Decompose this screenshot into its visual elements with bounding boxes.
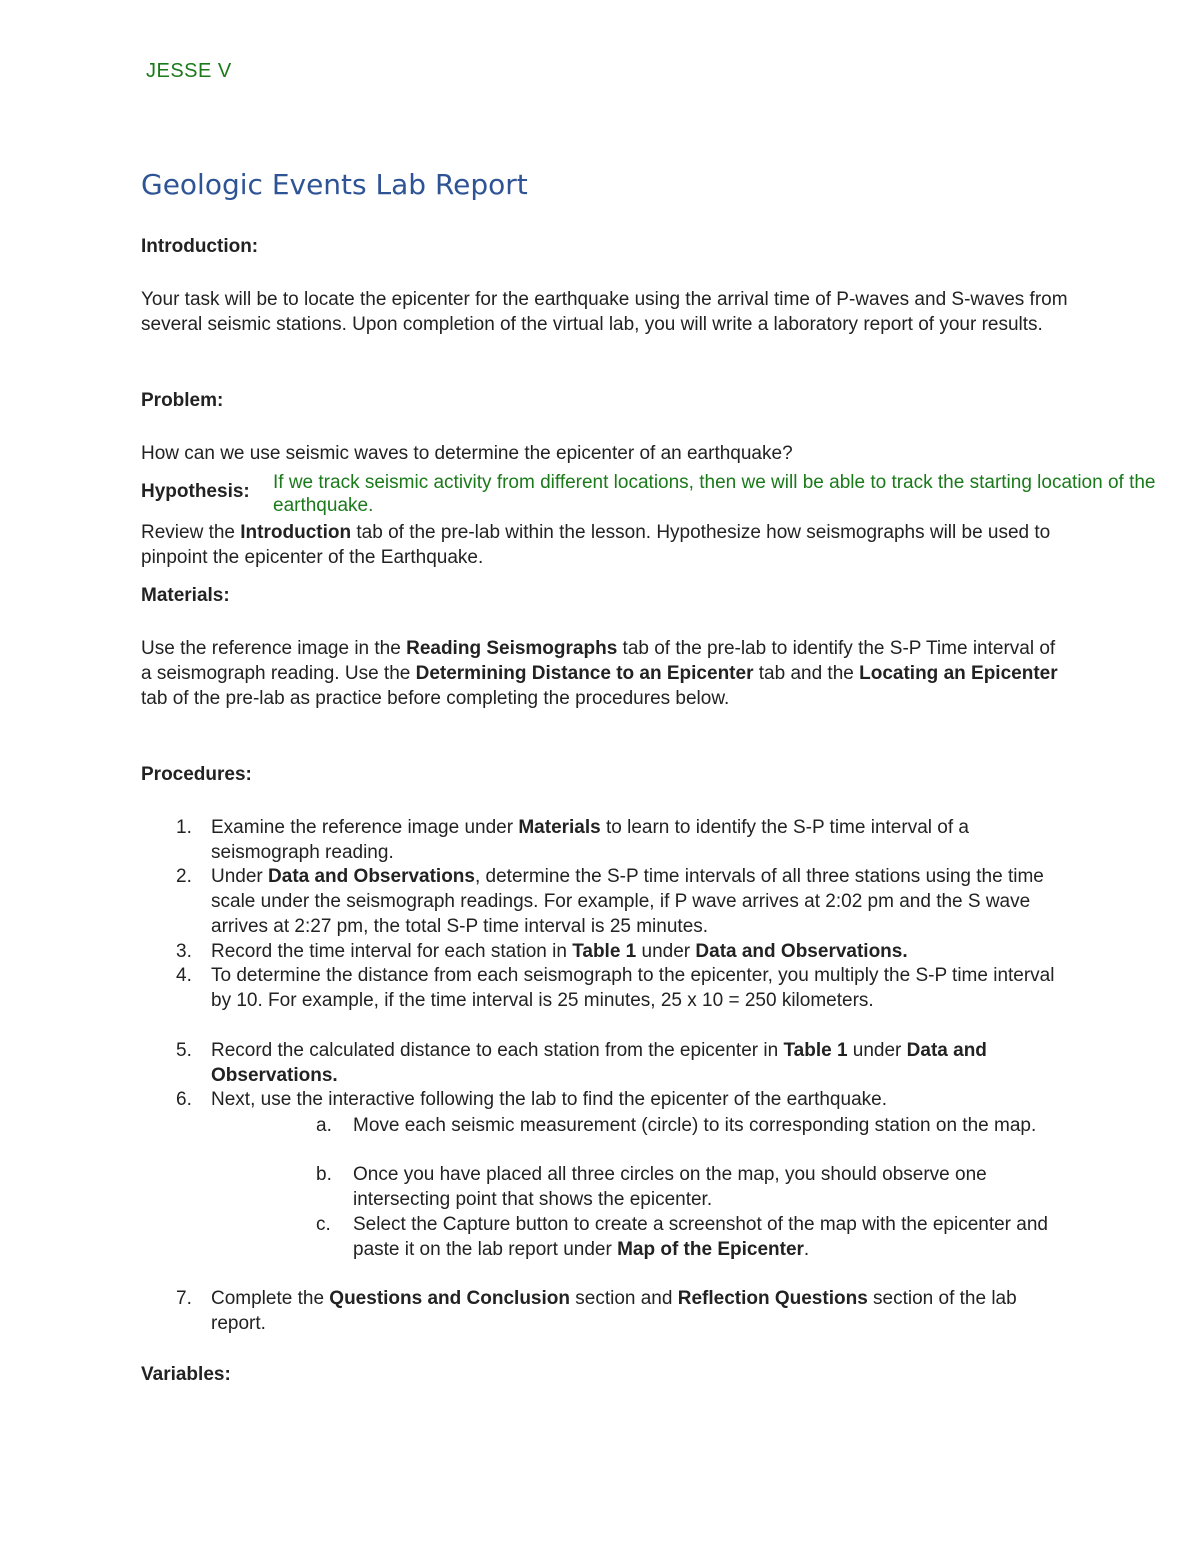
problem-heading: Problem: — [141, 390, 224, 411]
procedures-heading: Procedures: — [141, 764, 252, 785]
locating-epicenter-ref: Locating an Epicenter — [859, 663, 1058, 684]
introduction-heading: Introduction: — [141, 236, 259, 257]
variables-heading: Variables: — [141, 1364, 231, 1385]
document-page: JESSE V Geologic Events Lab Report Introduction: Your task will be to locate the epicenter for the earthquake using the arrival time of P-waves and S-waves from several seismic stations. Upon completion of the virtual lab, you will write a laboratory report of your results. Problem: How can we use seismic waves to determine the epicenter of an earthquake? Hypothesis: If we track seismic activity from different locations, then we will be able to track the starting location of the earthquake. Review the Introduction tab of the pre-lab within the lesson. Hypothesize how seismographs will be used to pinpoint the epicenter of the Earthquake. Materials: Use the reference image in the Reading Seismographs tab of the pre-lab to identify the S-P Time interval of a seismograph reading. Use the Determining Distance to an Epicenter tab and the Locating an Epicenter tab of the pre-lab as practice before completing the procedures below. Procedures: 1. Examine the reference image under Materials to learn to identify the S-P time interval of a seismograph reading. 2. Under Data and Observations, determine the S-P time intervals of all three stations using the time scale under the seismograph readings. For example, if P wave arrives at 2:02 pm and the S wave arrives at 2:27 pm, the total S-P time interval is 25 minutes. 3. Record the time interval for each station in Table 1 under Data and Observations. 4. To determine the distance from each seismograph to the epicenter, you multiply the S-P time interval by 10. For example, if the time interval is 25 minutes, 25 x 10 = 250 kilometers. 5. Record the calculated distance to each station from the epicenter in Table 1 under Data and Observations. 6. Next, use the interactive following the lab to find the epicenter of the earthquake. a. Move each seismic measurement (circle) to its corresponding station on the map. b. Once you have placed all three circles on the map, you should observe one intersecting point that shows the epicenter. c. Select the Capture button to create a screenshot of the map with the epicenter and paste it on the lab report under Map of the Epicenter. 7. Complete the Questions and Conclusion section and Reflection Questions section of the lab report. Variables: — [0, 0, 1200, 1553]
materials-text: Use the reference image in the Reading Seismographs tab of the pre-lab to identify the S-P Time interval of a seismograph reading. Use the Determining Distance to an Epicenter tab and the Locating an Epicenter tab of the pre-lab as practice before completing the procedures below. — [141, 638, 1058, 709]
hypothesis-instructions: Review the Introduction tab of the pre-lab within the lesson. Hypothesize how seismographs will be used to pinpoint the epicenter of the Earthquake. — [141, 522, 1051, 568]
determining-distance-ref: Determining Distance to an Epicenter — [415, 663, 754, 684]
problem-text: How can we use seismic waves to determine the epicenter of an earthquake? — [141, 443, 793, 464]
materials-heading: Materials: — [141, 585, 230, 606]
page-title: Geologic Events Lab Report — [141, 168, 528, 201]
introduction-text: Your task will be to locate the epicenter for the earthquake using the arrival time of P-waves and S-waves from several seismic stations. Upon completion of the virtual lab, you will write a laboratory report of your results. — [141, 289, 1068, 335]
introduction-tab-ref: Introduction — [240, 522, 352, 543]
reading-seismographs-ref: Reading Seismographs — [406, 638, 618, 659]
hypothesis-answer[interactable]: If we track seismic activity from different locations, then we will be able to track the starting location of the earthquake. — [273, 472, 1156, 516]
author-name: JESSE V — [146, 60, 232, 82]
hypothesis-label: Hypothesis: — [141, 481, 250, 502]
